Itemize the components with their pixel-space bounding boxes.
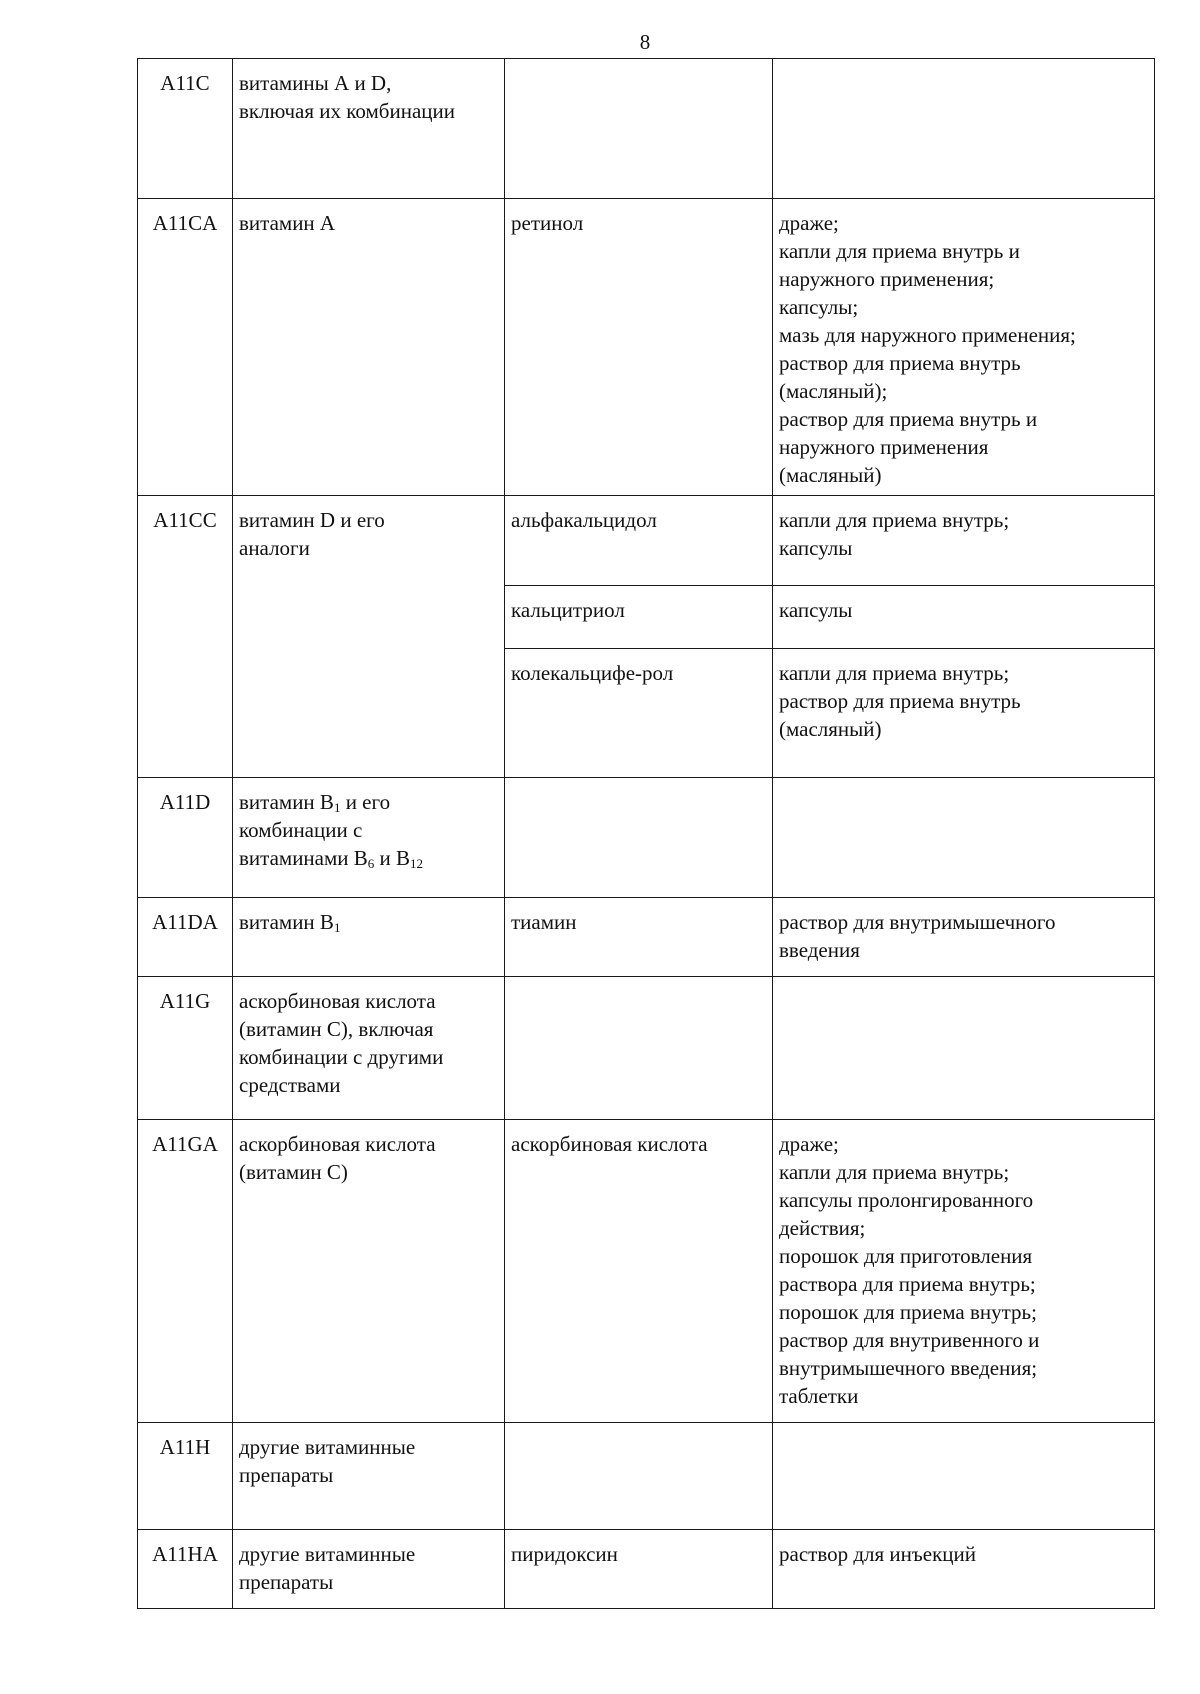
atc-code: A11D (138, 778, 233, 898)
dosage-form: порошок для приема внутрь; (779, 1300, 1037, 1324)
dosage-form: капли для приема внутрь; (779, 1160, 1010, 1184)
atc-group (233, 496, 505, 778)
dosage-form: действия; (779, 1216, 866, 1240)
dosage-form-cell (773, 1530, 1155, 1609)
dosage-form: раствора для приема внутрь; (779, 1272, 1036, 1296)
substance-cell (505, 898, 773, 977)
dosage-form: раствор для приема внутрь (779, 351, 1021, 375)
text-segment: и его (340, 790, 391, 814)
substance-name: аскорбиновая кислота (511, 1132, 708, 1156)
substance-cell (505, 778, 773, 898)
dosage-form: (масляный) (779, 717, 882, 741)
dosage-form: введения (779, 938, 860, 962)
text-segment: и B (374, 846, 411, 870)
text-line: витамины А и D, (239, 71, 392, 95)
text-line: комбинации с (239, 818, 363, 842)
dosage-form: раствор для внутримышечного (779, 910, 1056, 934)
substance-cell (505, 199, 773, 496)
substance-cell (505, 59, 773, 199)
dosage-form: раствор для инъекций (779, 1542, 976, 1566)
text-line (239, 908, 498, 936)
atc-group (233, 778, 505, 898)
dosage-form: капсулы (779, 536, 853, 560)
atc-group (233, 977, 505, 1120)
atc-code: A11CA (138, 199, 233, 496)
text-line: витамин D и его (239, 508, 385, 532)
dosage-form: капсулы; (779, 295, 859, 319)
dosage-form: мазь для наружного применения; (779, 323, 1076, 347)
atc-code: A11CC (138, 496, 233, 778)
subscript: 1 (333, 920, 341, 935)
dosage-form: (масляный); (779, 379, 888, 403)
dosage-form: раствор для приема внутрь и (779, 407, 1038, 431)
dosage-form: наружного применения (779, 435, 989, 459)
dosage-form: капсулы пролонгированного (779, 1188, 1034, 1212)
substance-name: тиамин (511, 910, 577, 934)
table-row-a11ga (138, 1120, 1155, 1423)
dosage-form: порошок для приготовления (779, 1244, 1033, 1268)
subscript: 1 (333, 800, 341, 815)
text-line: аскорбиновая кислота (239, 1132, 436, 1156)
text-segment: витамин B (239, 910, 334, 934)
dosage-form-cell (773, 977, 1155, 1120)
dosage-form-cell (773, 1423, 1155, 1530)
text-line: препараты (239, 1463, 334, 1487)
dosage-form-cell (773, 649, 1155, 778)
substance-name: ретинол (511, 211, 584, 235)
dosage-form-cell (773, 496, 1155, 586)
substance-cell (505, 649, 773, 778)
subscript: 6 (367, 856, 375, 871)
dosage-form: капсулы (779, 598, 853, 622)
text-line: другие витаминные (239, 1542, 416, 1566)
text-line: витамин А (239, 211, 336, 235)
text-segment: витаминами B (239, 846, 368, 870)
substance-cell (505, 1530, 773, 1609)
table-row-a11g (138, 977, 1155, 1120)
atc-group (233, 1530, 505, 1609)
text-line (239, 788, 498, 816)
dosage-form: капли для приема внутрь и (779, 239, 1020, 263)
table-row-a11da (138, 898, 1155, 977)
atc-code: A11G (138, 977, 233, 1120)
text-line: средствами (239, 1073, 341, 1097)
text-line: включая их комбинации (239, 99, 455, 123)
substance-name: альфакальцидол (511, 508, 657, 532)
dosage-form: драже; (779, 1132, 839, 1156)
dosage-form-cell (773, 199, 1155, 496)
substance-cell (505, 586, 773, 649)
text-line: препараты (239, 1570, 334, 1594)
atc-code: A11C (138, 59, 233, 199)
page-number: 8 (639, 30, 651, 54)
text-segment: витамин B (239, 790, 334, 814)
substance-cell (505, 977, 773, 1120)
dosage-form-cell (773, 1120, 1155, 1423)
atc-group (233, 1423, 505, 1530)
atc-code: A11GA (138, 1120, 233, 1423)
atc-group (233, 199, 505, 496)
substance-cell (505, 1120, 773, 1423)
text-line: комбинации с другими (239, 1045, 444, 1069)
substance-name: кальцитриол (511, 598, 625, 622)
atc-code: A11H (138, 1423, 233, 1530)
text-line: другие витаминные (239, 1435, 416, 1459)
atc-group (233, 898, 505, 977)
table-row-a11c (138, 59, 1155, 199)
atc-code: A11DA (138, 898, 233, 977)
dosage-form: драже; (779, 211, 839, 235)
drug-classification-table (137, 58, 1155, 1609)
table-row-a11ha (138, 1530, 1155, 1609)
table-row-a11d (138, 778, 1155, 898)
dosage-form: раствор для приема внутрь (779, 689, 1021, 713)
dosage-form-cell (773, 898, 1155, 977)
dosage-form: раствор для внутривенного и (779, 1328, 1040, 1352)
atc-group (233, 1120, 505, 1423)
text-line: (витамин С), включая (239, 1017, 434, 1041)
dosage-form: таблетки (779, 1384, 859, 1408)
dosage-form: наружного применения; (779, 267, 995, 291)
atc-group (233, 59, 505, 199)
dosage-form-cell (773, 586, 1155, 649)
dosage-form: (масляный) (779, 463, 882, 487)
table-row-a11ca (138, 199, 1155, 496)
dosage-form: капли для приема внутрь; (779, 508, 1010, 532)
substance-cell (505, 1423, 773, 1530)
dosage-form: внутримышечного введения; (779, 1356, 1038, 1380)
text-line: аналоги (239, 536, 310, 560)
substance-cell (505, 496, 773, 586)
table-row-a11h (138, 1423, 1155, 1530)
atc-code: A11HA (138, 1530, 233, 1609)
text-line (239, 844, 498, 872)
dosage-form: капли для приема внутрь; (779, 661, 1010, 685)
substance-name: пиридоксин (511, 1542, 618, 1566)
text-line: аскорбиновая кислота (239, 989, 436, 1013)
table-row-a11cc (138, 496, 1155, 586)
subscript: 12 (410, 856, 424, 871)
dosage-form-cell (773, 59, 1155, 199)
dosage-form-cell (773, 778, 1155, 898)
text-line: (витамин С) (239, 1160, 348, 1184)
substance-name: колекальцифе-рол (511, 661, 674, 685)
